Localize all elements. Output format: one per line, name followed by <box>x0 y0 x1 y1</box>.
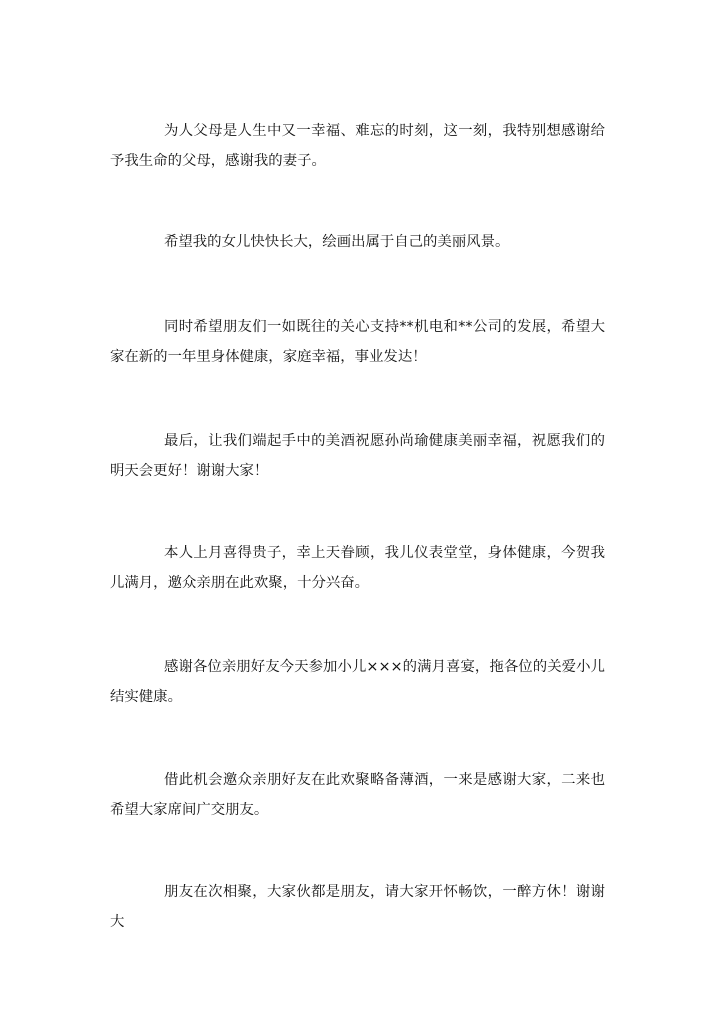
paragraph-cheers: 朋友在次相聚，大家伙都是朋友，请大家开怀畅饮，一醉方休！谢谢大 <box>110 884 605 930</box>
paragraph-banquet-purpose: 借此机会邀众亲朋好友在此欢聚略备薄酒，一来是感谢大家，二来也希望大家席间广交朋友。 <box>110 772 605 818</box>
paragraph-son-full-month: 本人上月喜得贵子，幸上天眷顾，我儿仪表堂堂，身体健康，今贺我儿满月，邀众亲朋在此欢聚，十分兴奋。 <box>110 545 605 591</box>
paragraph-friends-wish: 同时希望朋友们一如既往的关心支持**机电和**公司的发展，希望大家在新的一年里身体健康，家庭幸福，事业发达！ <box>110 319 605 365</box>
paragraph-toast: 最后，让我们端起手中的美酒祝愿孙尚瑜健康美丽幸福，祝愿我们的明天会更好！谢谢大家！ <box>110 433 605 479</box>
paragraph-thanks-guests: 感谢各位亲朋好友今天参加小儿×××的满月喜宴，拖各位的关爱小儿结实健康。 <box>110 659 605 705</box>
paragraph-thanks-parents: 为人父母是人生中又一幸福、难忘的时刻，这一刻，我特别想感谢给予我生命的父母，感谢我的妻子。 <box>110 123 605 169</box>
paragraph-daughter-wish: 希望我的女儿快快长大，绘画出属于自己的美丽风景。 <box>164 234 510 250</box>
